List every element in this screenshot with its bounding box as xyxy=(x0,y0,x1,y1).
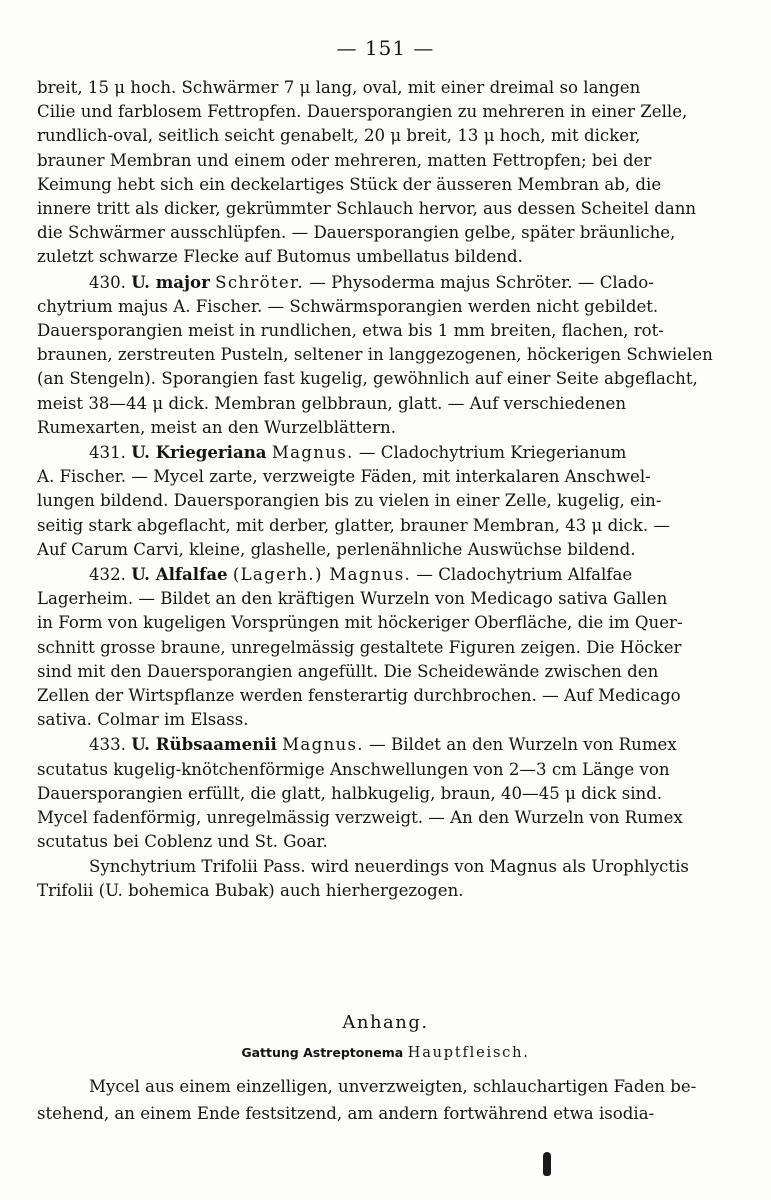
text-line: scutatus kugelig-knötchenförmige Anschwellungen von 2—3 cm Länge von xyxy=(37,759,670,779)
species-name: U. Rübsaamenii xyxy=(131,734,277,755)
entry-number: 433. xyxy=(89,735,126,755)
text-line: lungen bildend. Dauersporangien bis zu vielen in einer Zelle, kugelig, ein- xyxy=(37,491,662,511)
species-entry-430 xyxy=(37,270,731,440)
text-line: Cilie und farblosem Fettropfen. Dauersporangien zu mehreren in einer Zelle, xyxy=(37,102,688,122)
text-line: Zellen der Wirtspflanze werden fensterartig durchbrochen. — Auf Medicago xyxy=(37,686,681,706)
appendix-text xyxy=(37,1073,731,1127)
text-line: — Physoderma majus Schröter. — Clado- xyxy=(304,272,654,292)
text-line: stehend, an einem Ende festsitzend, am andern fortwährend etwa isodia- xyxy=(37,1104,655,1123)
text-line: sativa. Colmar im Elsass. xyxy=(37,710,249,730)
appendix-paragraph xyxy=(37,1073,731,1127)
text-line: Keimung hebt sich ein deckelartiges Stück der äusseren Membran ab, die xyxy=(37,174,662,194)
synchytrium-note xyxy=(37,855,731,903)
genus-label: Gattung Astreptonema xyxy=(241,1045,404,1060)
species-name: U. major xyxy=(131,271,210,292)
text-line: brauner Membran und einem oder mehreren, matten Fettropfen; bei der xyxy=(37,150,652,170)
paragraph-continuation xyxy=(37,76,731,270)
text-line: Trifolii (U. bohemica Bubak) auch hierhergezogen. xyxy=(37,880,464,900)
text-line: innere tritt als dicker, gekrümmter Schlauch hervor, aus dessen Scheitel dann xyxy=(37,199,697,219)
main-text xyxy=(37,76,731,903)
ink-blot-mark xyxy=(543,1152,551,1176)
species-author: Schröter. xyxy=(215,272,304,292)
page-number: — 151 — xyxy=(336,36,435,60)
text-line: zuletzt schwarze Flecke auf Butomus umbellatus bildend. xyxy=(37,247,523,267)
text-line: breit, 15 μ hoch. Schwärmer 7 μ lang, oval, mit einer dreimal so langen xyxy=(37,78,641,97)
text-line: Dauersporangien meist in rundlichen, etwa bis 1 mm breiten, flachen, rot- xyxy=(37,321,664,341)
text-line: seitig stark abgeflacht, mit derber, glatter, brauner Membran, 43 μ dick. — xyxy=(37,515,671,535)
species-entry-431 xyxy=(37,440,731,562)
text-line: — Cladochytrium Kriegerianum xyxy=(353,443,627,463)
text-line: meist 38—44 μ dick. Membran gelbbraun, glatt. — Auf verschiedenen xyxy=(37,393,627,413)
genus-heading xyxy=(0,1045,771,1061)
text-line: Mycel aus einem einzelligen, unverzweigten, schlauchartigen Faden be- xyxy=(89,1077,697,1096)
species-author: (Lagerh.) Magnus. xyxy=(232,565,412,585)
species-name: U. Alfalfae xyxy=(131,564,228,585)
text-line: braunen, zerstreuten Pusteln, seltener in langgezogenen, höckerigen Schwielen xyxy=(37,345,713,365)
text-line: Dauersporangien erfüllt, die glatt, halbkugelig, braun, 40—45 μ dick sind. xyxy=(37,783,663,803)
genus-author: Hauptfleisch. xyxy=(407,1045,530,1061)
entry-number: 432. xyxy=(89,565,126,585)
species-entry-432 xyxy=(37,562,731,732)
text-line: — Bildet an den Wurzeln von Rumex xyxy=(363,735,677,755)
species-author: Magnus. xyxy=(282,735,364,755)
text-line: rundlich-oval, seitlich seicht genabelt, 20 μ breit, 13 μ hoch, mit dicker, xyxy=(37,126,641,146)
species-name: U. Kriegeriana xyxy=(131,442,267,463)
text-line: chytrium majus A. Fischer. — Schwärmsporangien werden nicht gebildet. xyxy=(37,296,659,316)
text-line: Auf Carum Carvi, kleine, glashelle, perlenähnliche Auswüchse bildend. xyxy=(37,539,636,559)
text-line: scutatus bei Coblenz und St. Goar. xyxy=(37,832,328,852)
text-line: A. Fischer. — Mycel zarte, verzweigte Fäden, mit interkalaren Anschwel- xyxy=(37,467,651,487)
text-line: sind mit den Dauersporangien angefüllt. Die Scheidewände zwischen den xyxy=(37,661,659,681)
text-line: schnitt grosse braune, unregelmässig gestaltete Figuren zeigen. Die Höcker xyxy=(37,637,682,657)
text-line: Rumexarten, meist an den Wurzelblättern. xyxy=(37,417,396,437)
text-line: in Form von kugeligen Vorsprüngen mit höckeriger Oberfläche, die im Quer- xyxy=(37,613,683,633)
entry-number: 430. xyxy=(89,272,126,292)
text-line: Lagerheim. — Bildet an den kräftigen Wurzeln von Medicago sativa Gallen xyxy=(37,589,668,609)
text-line: Synchytrium Trifolii Pass. wird neuerdings von Magnus als Urophlyctis xyxy=(89,856,689,876)
species-author: Magnus. xyxy=(271,443,354,463)
appendix-heading: Anhang. xyxy=(342,1012,429,1033)
entry-number: 431. xyxy=(89,443,126,463)
text-line: — Cladochytrium Alfalfae xyxy=(411,565,633,585)
text-line: die Schwärmer ausschlüpfen. — Dauersporangien gelbe, später bräunliche, xyxy=(37,223,676,243)
text-line: Mycel fadenförmig, unregelmässig verzweigt. — An den Wurzeln von Rumex xyxy=(37,808,683,828)
species-entry-433 xyxy=(37,732,731,854)
text-line: (an Stengeln). Sporangien fast kugelig, gewöhnlich auf einer Seite abgeflacht, xyxy=(37,369,698,389)
